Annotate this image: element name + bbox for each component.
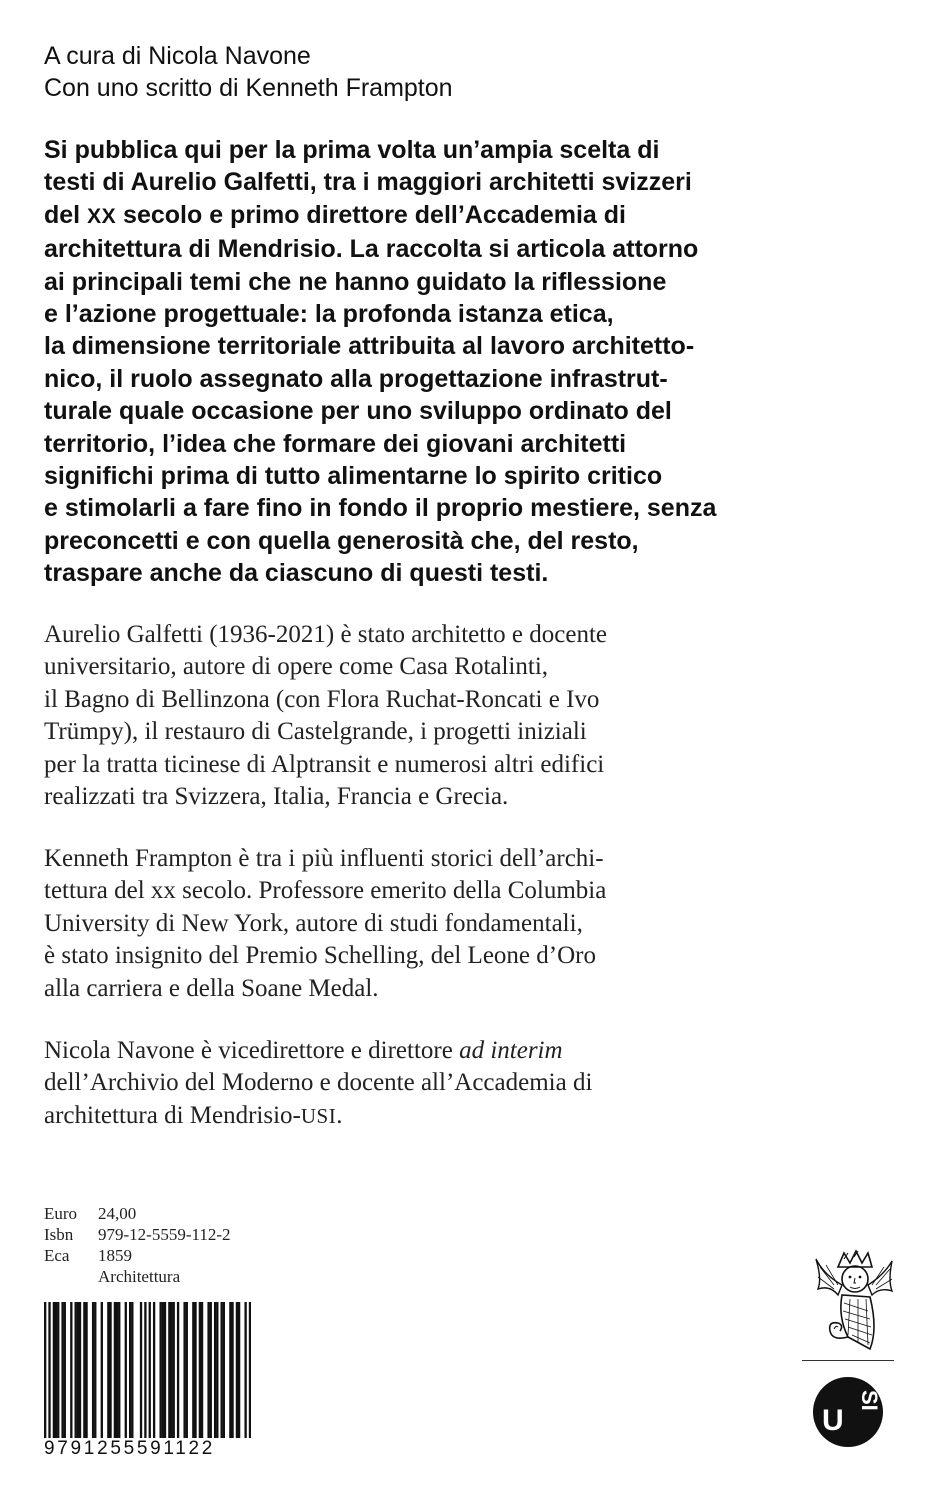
logo-letters-si: SI <box>857 1390 882 1411</box>
bio-line: universitario, autore di opere come Casa Rotalinti, <box>44 653 549 681</box>
bio-line: Nicola Navone è vicedirettore e direttore ad interim <box>44 1037 563 1064</box>
barcode-bar <box>244 1302 246 1438</box>
bio-line: University di New York, autore di studi fondamentali, <box>44 909 583 937</box>
barcode-bar <box>170 1302 172 1438</box>
barcode-bar <box>64 1302 66 1438</box>
eca-label: Eca <box>44 1246 70 1265</box>
barcode-bar <box>140 1302 142 1438</box>
barcode-bar <box>79 1302 81 1438</box>
isbn-row <box>44 1224 231 1245</box>
blurb-line: turale quale occasione per uno sviluppo ordinato del <box>44 397 672 426</box>
blurb-line: del XX secolo e primo direttore dell’Accademia di <box>44 200 626 229</box>
century-numeral: XX <box>87 204 117 228</box>
bio-line: dell’Archivio del Moderno e docente all’Accademia di <box>44 1069 593 1097</box>
blurb-line: e l’azione progettuale: la profonda istanza etica, <box>44 300 614 329</box>
isbn-label: Isbn <box>44 1225 74 1244</box>
barcode-bar <box>53 1302 55 1438</box>
angel-emblem-icon <box>808 1245 896 1357</box>
barcode-bar <box>231 1302 233 1438</box>
barcode-bar <box>44 1302 46 1438</box>
blurb-line: nico, il ruolo assegnato alla progettazione infrastrut- <box>44 364 668 393</box>
bio-frampton <box>44 843 894 1005</box>
barcode-bar <box>109 1302 111 1438</box>
barcode-bar <box>116 1302 118 1438</box>
blurb-line: significhi prima di tutto alimentarne lo spirito critico <box>44 462 663 491</box>
price-label: Euro <box>44 1204 78 1223</box>
barcode-bar <box>149 1302 151 1438</box>
barcode-bar <box>177 1302 179 1438</box>
barcode-bar <box>192 1302 194 1438</box>
isbn-value: 979-12-5559-112-2 <box>98 1225 231 1244</box>
blurb-line: architettura di Mendrisio. La raccolta si articola attorno <box>44 235 699 264</box>
barcode-bar <box>92 1302 94 1438</box>
price-row <box>44 1203 231 1224</box>
barcode-bar <box>162 1302 164 1438</box>
barcode-bar <box>129 1302 131 1438</box>
barcode-bar <box>173 1302 175 1438</box>
barcode-bar <box>236 1302 238 1438</box>
barcode-bar <box>210 1302 212 1438</box>
book-blurb <box>44 134 894 590</box>
barcode-bar <box>249 1302 251 1438</box>
blurb-line: e stimolarli a fare fino in fondo il proprio mestiere, senza <box>44 494 717 523</box>
barcode-bar <box>186 1302 188 1438</box>
editor-credit: A cura di Nicola Navone <box>44 42 311 70</box>
price-value: 24,00 <box>98 1204 137 1223</box>
barcode-bar <box>183 1302 185 1438</box>
credits <box>44 40 453 104</box>
barcode-bar <box>238 1302 240 1438</box>
barcode-bar <box>159 1302 161 1438</box>
contributor-credit: Con uno scritto di Kenneth Frampton <box>44 74 453 102</box>
barcode-bar <box>229 1302 231 1438</box>
category-value: Architettura <box>98 1267 181 1286</box>
barcode-bar <box>194 1302 196 1438</box>
barcode-bar <box>220 1302 222 1438</box>
bio-line: per la tratta ticinese di Alptransit e numerosi altri edifici <box>44 750 605 778</box>
barcode-bar <box>57 1302 59 1438</box>
blurb-line: Si pubblica qui per la prima volta un’ampia scelta di <box>44 136 660 164</box>
barcode-bar <box>101 1302 103 1438</box>
bio-line: architettura di Mendrisio-USI. <box>44 1101 343 1129</box>
logo-letter-u: U <box>822 1404 844 1437</box>
bio-line: Kenneth Frampton è tra i più influenti storici dell’archi- <box>44 845 604 872</box>
blurb-line: territorio, l’idea che formare dei giovani architetti <box>44 429 627 458</box>
barcode-bar <box>207 1302 209 1438</box>
barcode-bar <box>70 1302 72 1438</box>
barcode-bar <box>85 1302 87 1438</box>
bio-line: Trümpy), il restauro di Castelgrande, i progetti iniziali <box>44 718 587 746</box>
bio-line: realizzati tra Svizzera, Italia, Francia e Grecia. <box>44 783 509 811</box>
barcode-bar <box>168 1302 170 1438</box>
barcode-bar <box>48 1302 50 1438</box>
blurb-line: ai principali temi che ne hanno guidato la riflessione <box>44 267 667 296</box>
blurb-line: la dimensione territoriale attribuita al lavoro architetto- <box>44 332 695 361</box>
barcode-bar <box>77 1302 79 1438</box>
barcode-bar <box>114 1302 116 1438</box>
barcode-bar <box>83 1302 85 1438</box>
barcode-bars <box>44 1302 251 1438</box>
isbn-barcode <box>44 1302 251 1460</box>
bio-line: alla carriera e della Soane Medal. <box>44 974 379 1002</box>
usi-logo-icon <box>812 1376 884 1448</box>
blurb-line: testi di Aurelio Galfetti, tra i maggiori architetti svizzeri <box>44 168 692 197</box>
bio-line: è stato insignito del Premio Schelling, del Leone d’Oro <box>44 942 596 970</box>
bio-line: il Bagno di Bellinzona (con Flora Ruchat-Roncati e Ivo <box>44 685 600 713</box>
barcode-bar <box>214 1302 216 1438</box>
barcode-bar <box>118 1302 120 1438</box>
blurb-line: traspare anche da ciascuno di questi testi. <box>44 559 549 588</box>
barcode-bar <box>61 1302 63 1438</box>
price-isbn-block <box>44 1203 231 1287</box>
bio-line: Aurelio Galfetti (1936-2021) è stato architetto e docente <box>44 621 607 648</box>
barcode-bar <box>55 1302 57 1438</box>
barcode-bar <box>107 1302 109 1438</box>
barcode-digits: 9791255591122 <box>44 1438 216 1459</box>
eca-row <box>44 1245 231 1266</box>
bio-galfetti <box>44 619 894 813</box>
barcode-bar <box>164 1302 166 1438</box>
barcode-bar <box>216 1302 218 1438</box>
barcode-bar <box>199 1302 201 1438</box>
bio-navone <box>44 1035 894 1132</box>
barcode-bar <box>125 1302 127 1438</box>
usi-acronym: USI <box>300 1103 337 1128</box>
barcode-bar <box>223 1302 225 1438</box>
blurb-line: preconcetti e con quella generosità che, del resto, <box>44 526 639 555</box>
barcode-bar <box>144 1302 146 1438</box>
bio-line: tettura del xx secolo. Professore emerito della Columbia <box>44 877 607 905</box>
barcode-bar <box>153 1302 155 1438</box>
divider-rule <box>802 1360 894 1361</box>
barcode-bar <box>75 1302 77 1438</box>
barcode-bar <box>131 1302 133 1438</box>
barcode-bar <box>94 1302 96 1438</box>
barcode-bar <box>201 1302 203 1438</box>
eca-value: 1859 <box>98 1246 132 1265</box>
category-row <box>44 1266 231 1287</box>
italic-phrase: ad interim <box>459 1037 563 1064</box>
